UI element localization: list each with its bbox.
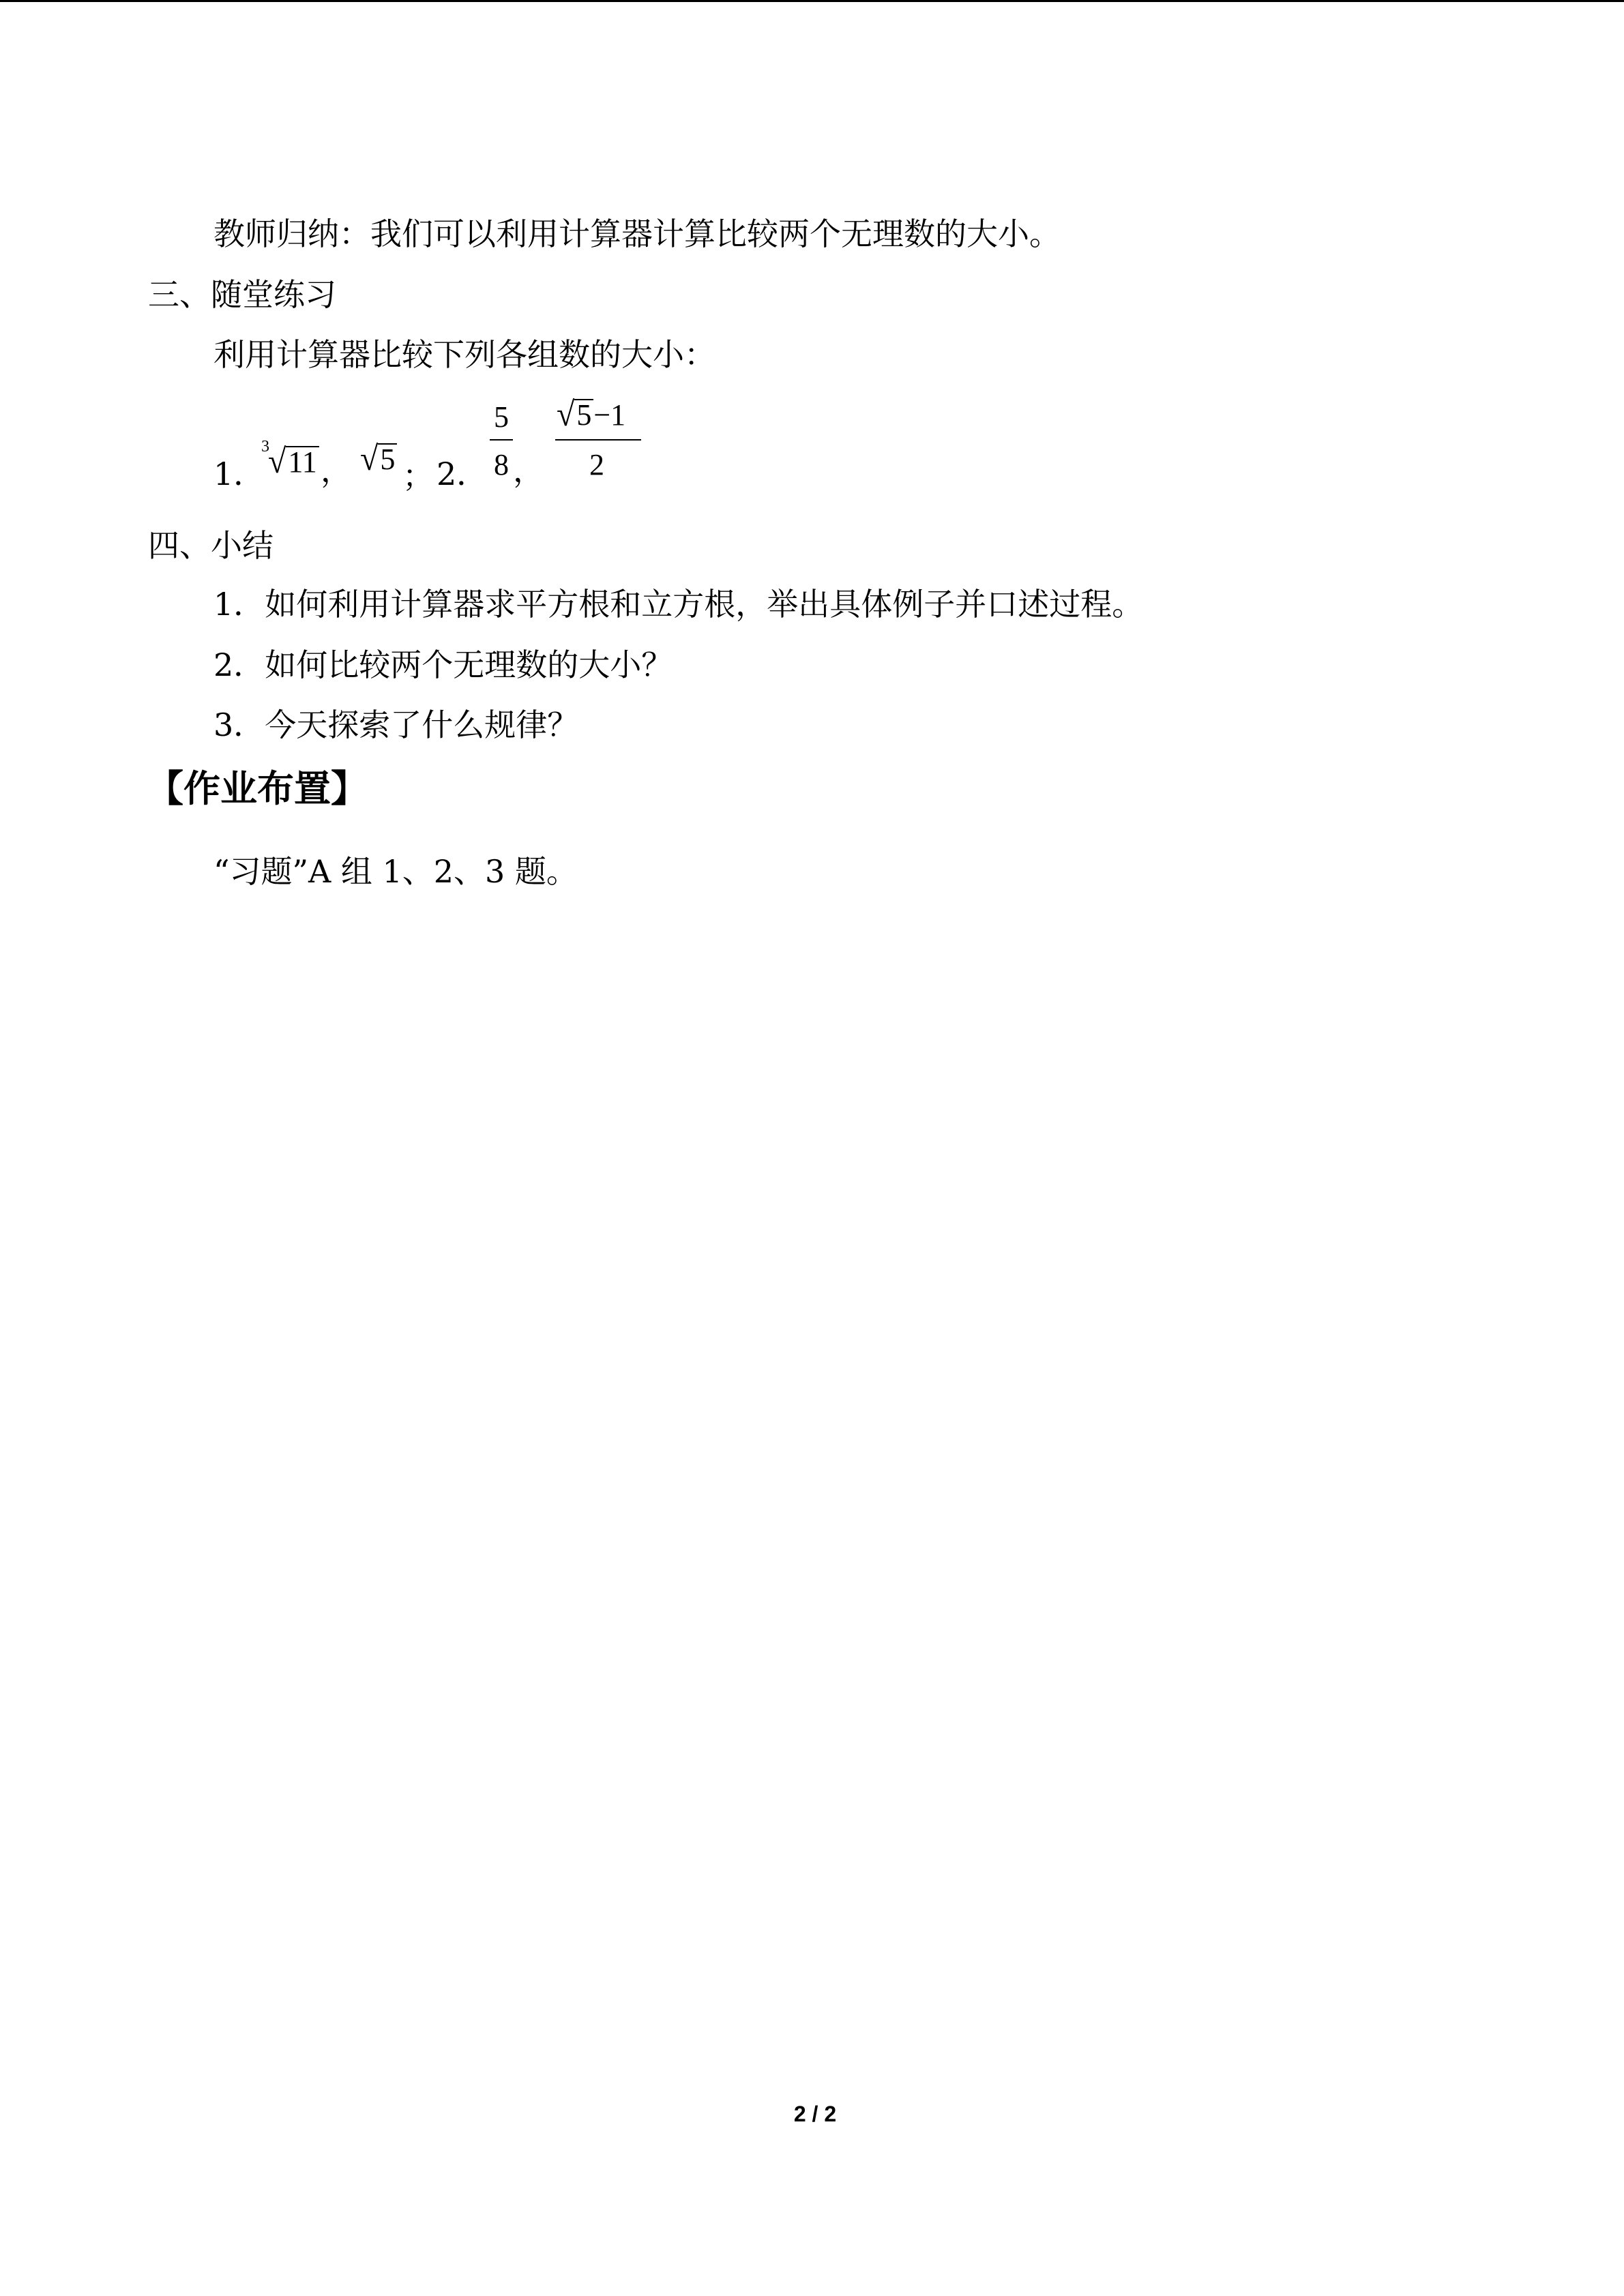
section-3-title: 三、随堂练习 — [148, 276, 336, 313]
radical-sign-icon: √ — [268, 442, 286, 481]
cube-root-expression — [261, 438, 319, 481]
cube-root-radicand: 11 — [286, 446, 319, 477]
sqrt-radicand: 5 — [378, 443, 397, 475]
fraction-2-denominator: 2 — [589, 448, 604, 481]
exercise-item-2-label: 2． — [437, 456, 488, 492]
fraction-1-numerator: 5 — [494, 400, 509, 434]
radical-sign-icon: √ — [360, 439, 379, 478]
homework-heading: 【作业布置】 — [147, 767, 368, 810]
summary-item-2: 2．如何比较两个无理数的大小？ — [213, 646, 673, 683]
comma-1: ， — [321, 452, 352, 489]
cube-root-index: 3 — [261, 438, 269, 456]
section-3-intro: 利用计算器比较下列各组数的大小： — [213, 336, 715, 373]
comma-2: ， — [513, 452, 544, 489]
fraction-1-bar — [490, 439, 513, 441]
semicolon: ； — [402, 458, 434, 494]
summary-item-3: 3．今天探索了什么规律？ — [213, 706, 579, 743]
fraction-2-sqrt-radicand: 5 — [574, 399, 593, 430]
teacher-summary: 教师归纳：我们可以利用计算器计算比较两个无理数的大小。 — [213, 215, 1061, 252]
fraction-2-minus-one: −1 — [593, 398, 626, 432]
page-number: 2 / 2 — [793, 2102, 837, 2126]
fraction-2-bar — [555, 439, 641, 441]
exercise-item-1-label: 1． — [213, 456, 265, 492]
summary-item-1: 1．如何利用计算器求平方根和立方根，举出具体例子并口述过程。 — [213, 586, 1144, 623]
radical-sign-icon: √ — [557, 395, 575, 434]
fraction-1-denominator: 8 — [494, 448, 509, 481]
section-4-title: 四、小结 — [148, 527, 274, 564]
homework-text: “习题”A 组 1、2、3 题。 — [213, 853, 578, 890]
sqrt-expression — [360, 439, 397, 478]
fraction-2-numerator — [557, 395, 626, 434]
